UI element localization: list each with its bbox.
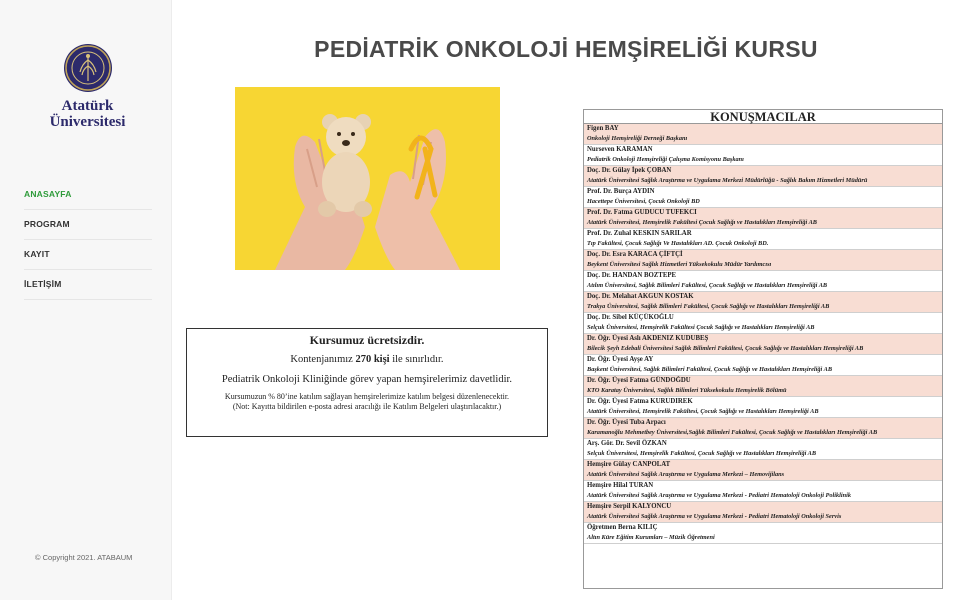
speaker-institution: Pediatrik Onkoloji Hemşireliği Çalışma Komisyonu Başkanı xyxy=(587,156,744,163)
speaker-row xyxy=(584,271,942,292)
university-logo[interactable] xyxy=(40,44,135,130)
speaker-institution: Selçuk Üniversitesi, Hemşirelik Fakültesi, Çocuk Sağlığı ve Hastalıkları Hemşireliği AB xyxy=(587,450,817,457)
speaker-institution: Atatürk Üniversitesi, Hemşirelik Fakültesi Çocuk Sağlığı ve Hastalıkları Hemşireliği AB xyxy=(587,219,817,226)
course-info-box xyxy=(186,328,548,437)
speaker-institution: KTO Karatay Üniversitesi, Sağlık Bilimleri Yüksekokulu Hemşirelik Bölümü xyxy=(587,387,787,394)
speaker-institution: Atatürk Üniversitesi Sağlık Araştırma ve Uygulama Merkezi - Pediatri Hematoloji Onkoloji Servis xyxy=(587,513,842,520)
speaker-row xyxy=(584,502,942,523)
speaker-name: Prof. Dr. Zuhal KESKIN SARILAR xyxy=(587,230,692,237)
hero-image xyxy=(235,87,500,270)
speaker-name: Hemşire Hilal TURAN xyxy=(587,482,654,489)
speaker-institution: Atatürk Üniversitesi, Hemşirelik Fakültesi, Çocuk Sağlığı ve Hastalıkları Hemşireliği AB xyxy=(587,408,819,415)
speaker-institution: Karamanoğlu Mehmetbey Üniversitesi,Sağlık Bilimleri Fakültesi, Çocuk Sağlığı ve Hastalıkları Hemşireliği AB xyxy=(587,429,878,436)
speaker-name: Dr. Öğr. Üyesi Aslı AKDENIZ KUDUBEŞ xyxy=(587,335,709,342)
speaker-name: Doç. Dr. Gülay İpek ÇOBAN xyxy=(587,167,672,174)
speaker-name: Prof. Dr. Burça AYDIN xyxy=(587,188,655,195)
speaker-name: Öğretmen Berna KILIÇ xyxy=(587,524,658,531)
sidebar xyxy=(0,0,172,600)
speaker-institution: Bilecik Şeyh Edebali Üniversitesi Sağlık Bilimleri Fakültesi, Çocuk Sağlığı ve Hastalıkları Hemşireliği AB xyxy=(587,345,864,352)
page-title: PEDİATRİK ONKOLOJİ HEMŞİRELİĞİ KURSU xyxy=(314,36,818,62)
speakers-title: KONUŞMACILAR xyxy=(584,110,942,124)
speaker-row xyxy=(584,292,942,313)
invitation-text: Pediatrik Onkoloji Kliniğinde görev yapan hemşirelerimiz davetlidir. xyxy=(221,374,513,385)
speaker-institution: Selçuk Üniversitesi, Hemşirelik Fakültesi Çocuk Sağlığı ve Hastalıkları Hemşireliği AB xyxy=(587,324,815,331)
speaker-row xyxy=(584,166,942,187)
main-nav xyxy=(24,180,152,300)
certificate-note: Kursumuzun % 80’ine katılım sağlayan hemşirelerimize katılım belgesi düzenlenecektir. (Not: Kayıtta bildirilen e-posta adresi aracılığı ile Katılım Belgeleri ulaştırılacaktır.) xyxy=(224,392,510,411)
nav-item-anasayfa[interactable]: ANASAYFA xyxy=(24,180,152,210)
speaker-name: Figen BAY xyxy=(587,125,619,132)
speaker-name: Prof. Dr. Fatma GUDUCU TUFEKCI xyxy=(587,209,697,216)
speaker-row xyxy=(584,397,942,418)
speaker-row xyxy=(584,334,942,355)
copyright-text: © Copyright 2021. ATABAUM xyxy=(35,553,133,562)
speaker-row xyxy=(584,418,942,439)
speaker-name: Hemşire Gülay CANPOLAT xyxy=(587,461,671,468)
speaker-row xyxy=(584,145,942,166)
speaker-institution: Onkoloji Hemşireliği Derneği Başkanı xyxy=(587,135,688,142)
speaker-row xyxy=(584,187,942,208)
speaker-name: Doç. Dr. Sibel KÜÇÜKOĞLU xyxy=(587,314,674,321)
speaker-institution: Başkent Üniversitesi, Sağlık Bilimleri Fakültesi, Çocuk Sağlığı ve Hastalıkları Hemşireliği AB xyxy=(587,366,833,373)
speaker-institution: Altın Küre Eğitim Kurumları – Müzik Öğretmeni xyxy=(587,534,715,541)
speaker-row xyxy=(584,313,942,334)
speaker-institution: Atatürk Üniversitesi Sağlık Araştırma ve Uygulama Merkezi Müdürlüğü - Sağlık Bakım Hizmetleri Müdürü xyxy=(587,177,868,184)
speaker-name: Dr. Öğr. Üyesi Fatma GÜNDOĞDU xyxy=(587,377,691,384)
speaker-institution: Atatürk Üniversitesi Sağlık Araştırma ve Uygulama Merkezi – Hemovijilans xyxy=(587,471,785,478)
speaker-name: Doç. Dr. Esra KARACA ÇİFTÇİ xyxy=(587,251,683,258)
speaker-name: Arş. Gör. Dr. Sevil ÖZKAN xyxy=(587,440,667,447)
nav-item-iletisim[interactable]: İLETİŞİM xyxy=(24,270,152,300)
speaker-name: Doç. Dr. HANDAN BOZTEPE xyxy=(587,272,677,279)
speaker-row xyxy=(584,355,942,376)
speaker-row xyxy=(584,523,942,544)
speaker-institution: Atılım Üniversitesi, Sağlık Bilimleri Fakültesi, Çocuk Sağlığı ve Hastalıkları Hemşireliği AB xyxy=(587,282,828,289)
speakers-table xyxy=(583,109,943,589)
speaker-row xyxy=(584,229,942,250)
speaker-institution: Tıp Fakültesi, Çocuk Sağlığı Ve Hastalıkları AD. Çocuk Onkoloji BD. xyxy=(587,240,769,247)
logo-emblem-icon xyxy=(64,44,112,92)
speaker-row xyxy=(584,481,942,502)
speaker-name: Nurseven KARAMAN xyxy=(587,146,653,153)
speaker-name: Dr. Öğr. Üyesi Fatma KURUDIREK xyxy=(587,398,693,405)
speaker-row xyxy=(584,124,942,145)
logo-text-line1: Atatürk xyxy=(61,98,114,114)
speaker-name: Hemşire Serpil KALYONCU xyxy=(587,503,672,510)
speaker-row xyxy=(584,208,942,229)
speaker-name: Doç. Dr. Melahat AKGUN KOSTAK xyxy=(587,293,694,300)
nav-item-kayit[interactable]: KAYIT xyxy=(24,240,152,270)
speaker-institution: Trakya Üniversitesi, Sağlık Bilimleri Fakültesi, Çocuk Sağlığı ve Hastalıkları Hemşireliği AB xyxy=(587,303,830,310)
speaker-row xyxy=(584,376,942,397)
speaker-row xyxy=(584,460,942,481)
speaker-institution: Beykent Üniversitesi Sağlık Hizmetleri Yüksekokulu Müdür Yardımcısı xyxy=(587,261,772,268)
speaker-institution: Atatürk Üniversitesi Sağlık Araştırma ve Uygulama Merkezi - Pediatri Hematoloji Onkoloji Poliklinik xyxy=(587,492,852,499)
nav-item-program[interactable]: PROGRAM xyxy=(24,210,152,240)
free-course-text: Kursumuz ücretsizdir. xyxy=(309,333,425,347)
speaker-row xyxy=(584,250,942,271)
speaker-institution: Hacettepe Üniversitesi, Çocuk Onkoloji BD xyxy=(587,198,700,205)
logo-text-line2: Üniversitesi xyxy=(49,114,126,130)
speaker-name: Dr. Öğr. Üyesi Tuba Arpacı xyxy=(587,419,666,426)
capacity-text: Kontenjanımız 270 kişi ile sınırlıdır. xyxy=(290,354,444,365)
speaker-row xyxy=(584,439,942,460)
speaker-list xyxy=(584,124,942,544)
speaker-name: Dr. Öğr. Üyesi Ayşe AY xyxy=(587,356,654,363)
